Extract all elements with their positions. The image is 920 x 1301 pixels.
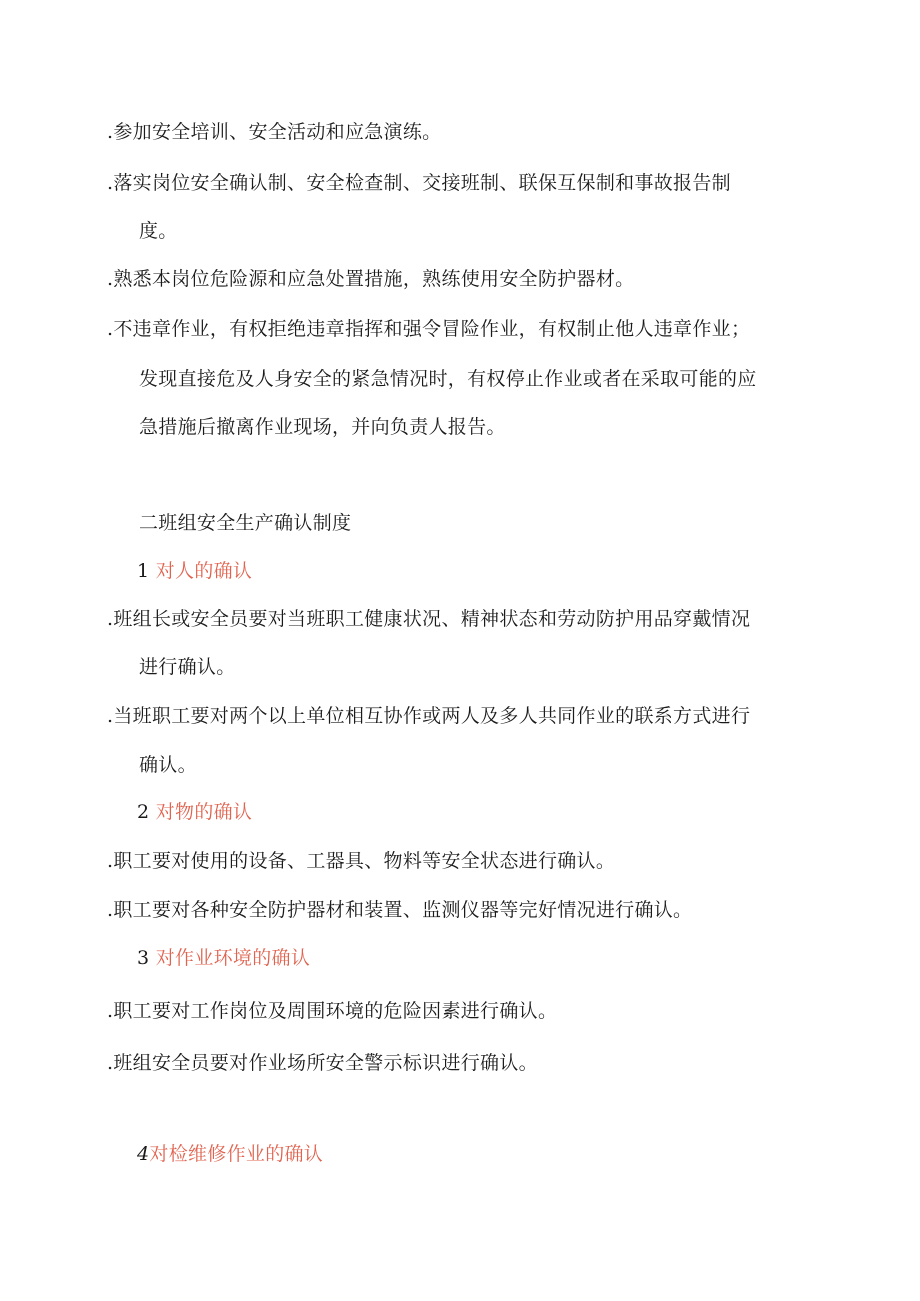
duty-item-4-continuation: 发现直接危及人身安全的紧急情况时，有权停止作业或者在采取可能的应 [139,368,757,390]
sub1-item-2-continuation: 确认。 [139,754,197,776]
sub2-item-1: .职工要对使用的设备、工器具、物料等安全状态进行确认。 [107,850,616,872]
subheading-3 [137,945,310,971]
sub3-item-2: .班组安全员要对作业场所安全警示标识进行确认。 [107,1052,538,1074]
duty-item-4-continuation-2: 急措施后撤离作业现场，并向负责人报告。 [139,416,506,438]
subheading-4 [137,1141,323,1167]
subheading-2-number: 2 [137,801,150,823]
subheading-4-title: 对检维修作业的确认 [149,1143,324,1165]
subheading-1-number: 1 [137,560,150,582]
duty-item-3: .熟悉本岗位危险源和应急处置措施，熟练使用安全防护器材。 [107,268,635,290]
sub2-item-2: .职工要对各种安全防护器材和装置、监测仪器等完好情况进行确认。 [107,899,693,921]
subheading-1-title: 对人的确认 [155,560,253,582]
sub3-item-1: .职工要对工作岗位及周围环境的危险因素进行确认。 [107,1000,558,1022]
duty-item-1: .参加安全培训、安全活动和应急演练。 [107,121,442,143]
duty-item-2-continuation: 度。 [139,220,178,242]
sub1-item-1-continuation: 进行确认。 [139,656,236,678]
subheading-4-number: 4 [137,1143,150,1165]
sub1-item-2: .当班职工要对两个以上单位相互协作或两人及多人共同作业的联系方式进行 [107,705,751,727]
section-title: 二班组安全生产确认制度 [139,512,352,534]
subheading-2 [137,799,252,825]
subheading-3-title: 对作业环境的确认 [155,947,311,969]
subheading-3-number: 3 [137,947,150,969]
sub1-item-1: .班组长或安全员要对当班职工健康状况、精神状态和劳动防护用品穿戴情况 [107,608,751,630]
duty-item-4: .不违章作业，有权拒绝违章指挥和强令冒险作业，有权制止他人违章作业； [107,318,751,340]
subheading-2-title: 对物的确认 [155,801,253,823]
subheading-1 [137,558,252,584]
duty-item-2: .落实岗位安全确认制、安全检查制、交接班制、联保互保制和事故报告制 [107,172,731,194]
